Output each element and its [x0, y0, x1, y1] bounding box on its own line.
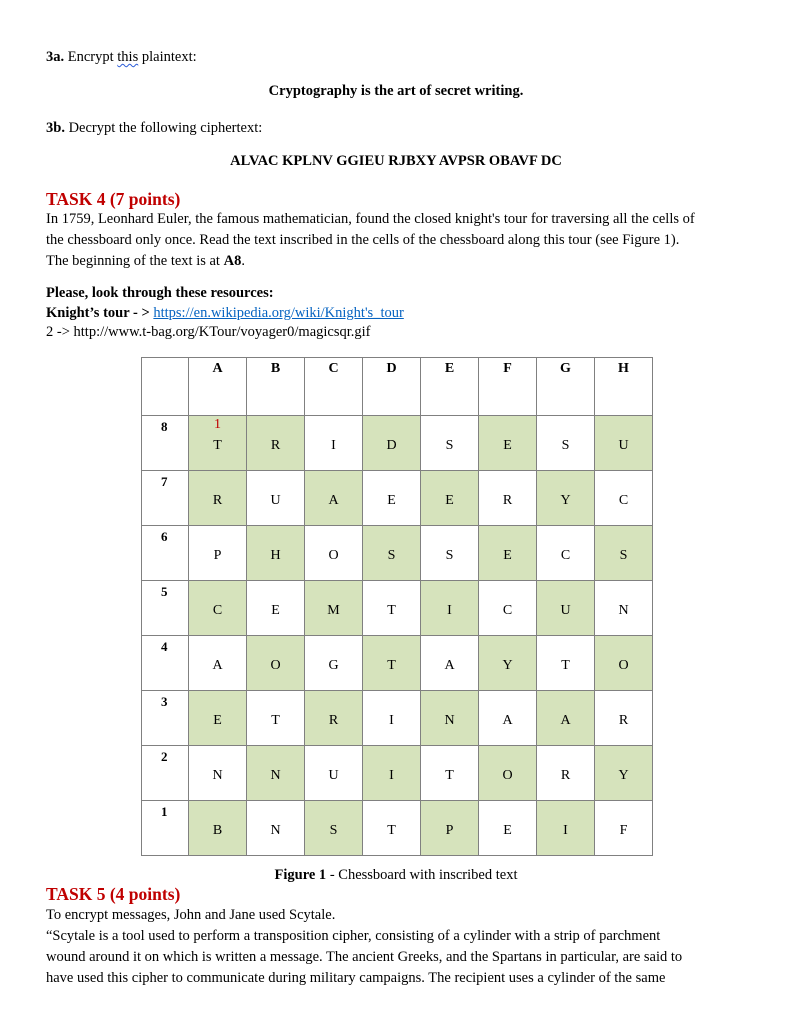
cell-letter: R	[328, 713, 339, 728]
cell-letter: N	[212, 768, 223, 783]
board-row	[142, 581, 653, 636]
board-cell	[479, 416, 537, 471]
board-cell	[595, 691, 653, 746]
cell-letter: H	[270, 548, 281, 563]
board-cell	[305, 746, 363, 801]
cell-letter: O	[502, 768, 513, 783]
cell-letter: T	[387, 658, 396, 673]
board-cell	[537, 746, 595, 801]
cell-letter: C	[560, 548, 571, 563]
cell-letter: A	[560, 713, 571, 728]
board-cell	[595, 801, 653, 856]
board-cell	[479, 746, 537, 801]
cell-letter: P	[445, 823, 454, 838]
task3a-text: Encrypt	[67, 49, 114, 65]
board-cell	[189, 471, 247, 526]
cell-letter: E	[503, 823, 512, 838]
cell-letter: U	[618, 438, 629, 453]
cell-letter: A	[444, 658, 455, 673]
board-cell	[537, 581, 595, 636]
task4-line-2: the chessboard only once. Read the text inscribed in the cells of the chessboard along this tour (see Figure 1).	[46, 232, 680, 248]
cell-letter: O	[328, 548, 339, 563]
task5-paragraph	[46, 905, 766, 989]
board-cell	[421, 746, 479, 801]
task3a-spellcheck-word: this	[117, 49, 139, 65]
board-cell	[305, 691, 363, 746]
board-cell	[247, 636, 305, 691]
task5-heading: TASK 5 (4 points)	[46, 884, 181, 904]
task4-paragraph	[46, 209, 766, 272]
board-cell	[479, 581, 537, 636]
cell-letter: N	[618, 603, 629, 618]
figure-label: Figure 1	[274, 867, 327, 883]
board-cell	[537, 801, 595, 856]
cell-letter: C	[212, 603, 223, 618]
row-number: 4	[161, 639, 168, 654]
row-number: 6	[161, 529, 168, 544]
cell-letter: U	[270, 493, 281, 508]
cell-letter: T	[445, 768, 454, 783]
board-cell	[363, 471, 421, 526]
column-header: B	[247, 358, 305, 416]
board-row	[142, 801, 653, 856]
board-cell	[421, 416, 479, 471]
board-cell	[363, 636, 421, 691]
cell-letter: M	[327, 603, 340, 618]
cell-letter: U	[560, 603, 571, 618]
board-cell	[595, 636, 653, 691]
task3a-rest: plaintext:	[141, 49, 197, 65]
board-cell	[247, 746, 305, 801]
board-cell	[537, 636, 595, 691]
cell-letter: G	[328, 658, 339, 673]
board-cell	[537, 416, 595, 471]
board-cell	[189, 691, 247, 746]
cell-letter: O	[270, 658, 281, 673]
board-cell	[595, 471, 653, 526]
cell-letter: N	[270, 823, 281, 838]
board-cell	[479, 801, 537, 856]
cell-letter: D	[386, 438, 397, 453]
board-cell	[189, 581, 247, 636]
cell-letter: I	[447, 603, 452, 618]
task4-line-3	[46, 251, 766, 272]
board-cell	[421, 471, 479, 526]
board-cell	[479, 471, 537, 526]
cell-letter: E	[445, 493, 454, 508]
column-header: C	[305, 358, 363, 416]
cell-letter: A	[328, 493, 339, 508]
knights-tour-label: Knight’s tour - >	[46, 305, 154, 321]
task3b-line	[46, 118, 262, 139]
task3a-line	[46, 47, 197, 68]
board-cell	[421, 691, 479, 746]
resource-2-line: 2 -> http://www.t-bag.org/KTour/voyager0/magicsqr.gif	[46, 324, 371, 340]
task4-heading: TASK 4 (7 points)	[46, 189, 181, 209]
start-cell-ref: A8	[223, 253, 242, 269]
cell-letter: I	[331, 438, 336, 453]
row-label	[142, 801, 189, 856]
task4-line-3-end: .	[241, 253, 245, 269]
board-cell	[363, 526, 421, 581]
board-cell	[421, 801, 479, 856]
cell-letter: S	[387, 548, 396, 563]
row-label	[142, 581, 189, 636]
board-cell	[537, 691, 595, 746]
cell-letter: R	[270, 438, 281, 453]
figure-caption	[0, 865, 792, 886]
resources-label: Please, look through these resources:	[46, 285, 274, 301]
board-cell	[363, 746, 421, 801]
column-header: G	[537, 358, 595, 416]
cell-letter: A	[502, 713, 513, 728]
cell-letter: S	[619, 548, 628, 563]
cell-letter: S	[329, 823, 338, 838]
board-cell	[421, 636, 479, 691]
row-number: 8	[161, 419, 168, 434]
cell-letter: T	[387, 823, 396, 838]
cell-letter: T	[387, 603, 396, 618]
board-cell	[305, 581, 363, 636]
board-cell	[421, 581, 479, 636]
board-cell	[247, 526, 305, 581]
cell-letter: U	[328, 768, 339, 783]
cell-letter: E	[503, 438, 512, 453]
cell-letter: O	[618, 658, 629, 673]
board-row	[142, 746, 653, 801]
cell-letter: Y	[618, 768, 629, 783]
cell-letter: I	[389, 713, 394, 728]
task5-line-2: “Scytale is a tool used to perform a transposition cipher, consisting of a cylinder with a strip of parchment	[46, 928, 661, 944]
board-row	[142, 526, 653, 581]
task5-line-1: To encrypt messages, John and Jane used Scytale.	[46, 907, 336, 923]
cell-letter: Y	[502, 658, 513, 673]
plaintext: Cryptography is the art of secret writing.	[268, 83, 524, 99]
column-header: F	[479, 358, 537, 416]
row-label	[142, 636, 189, 691]
task5-line-4: have used this cipher to communicate during military campaigns. The recipient uses a cylinder of the same	[46, 970, 666, 986]
board-cell	[247, 691, 305, 746]
cell-letter: F	[619, 823, 628, 838]
cell-letter: S	[445, 548, 454, 563]
cell-letter: P	[213, 548, 222, 563]
cell-letter: S	[445, 438, 454, 453]
cell-letter: E	[503, 548, 512, 563]
corner-cell	[142, 358, 189, 416]
row-label	[142, 526, 189, 581]
board-cell	[363, 581, 421, 636]
cell-letter: N	[444, 713, 455, 728]
board-cell	[479, 526, 537, 581]
column-header: D	[363, 358, 421, 416]
board-row	[142, 471, 653, 526]
board-cell	[421, 526, 479, 581]
ciphertext: ALVAC KPLNV GGIEU RJBXY AVPSR OBAVF DC	[230, 153, 562, 169]
board-cell	[363, 691, 421, 746]
board-cell	[595, 416, 653, 471]
column-header: H	[595, 358, 653, 416]
cell-letter: R	[560, 768, 571, 783]
cell-letter: R	[502, 493, 513, 508]
cell-letter: E	[213, 713, 222, 728]
board-cell-a8	[189, 416, 247, 471]
board-cell	[537, 471, 595, 526]
board-cell	[537, 526, 595, 581]
row-number: 3	[161, 694, 168, 709]
cell-letter: R	[618, 713, 629, 728]
board-cell	[305, 471, 363, 526]
board-cell	[189, 636, 247, 691]
row-number: 2	[161, 749, 168, 764]
board-cell	[479, 636, 537, 691]
column-header-row	[142, 358, 653, 416]
cell-letter: R	[212, 493, 223, 508]
cell-letter: E	[387, 493, 396, 508]
task4-line-1: In 1759, Leonhard Euler, the famous mathematician, found the closed knight's tour for traversing all the cells of	[46, 211, 695, 227]
board-cell	[595, 746, 653, 801]
board-row	[142, 416, 653, 471]
knights-tour-link[interactable]: https://en.wikipedia.org/wiki/Knight's_tour	[153, 305, 404, 321]
task5-line-3: wound around it on which is written a message. The ancient Greeks, and the Spartans in particular, are said to	[46, 949, 683, 965]
board-cell	[189, 746, 247, 801]
cell-letter: C	[618, 493, 629, 508]
knights-tour-line	[46, 303, 404, 324]
board-cell	[189, 801, 247, 856]
start-marker: 1	[214, 417, 221, 432]
board-cell	[595, 581, 653, 636]
row-label	[142, 746, 189, 801]
row-number: 1	[161, 804, 168, 819]
column-header: E	[421, 358, 479, 416]
board-cell	[189, 526, 247, 581]
cell-letter: N	[270, 768, 281, 783]
cell-letter: B	[212, 823, 223, 838]
cell-letter: I	[563, 823, 568, 838]
cell-letter: C	[502, 603, 513, 618]
figure-caption-text: - Chessboard with inscribed text	[326, 867, 518, 883]
board-cell	[305, 416, 363, 471]
board-cell	[595, 526, 653, 581]
row-number: 7	[161, 474, 168, 489]
board-row	[142, 636, 653, 691]
cell-letter: A	[212, 658, 223, 673]
board-cell	[479, 691, 537, 746]
task4-line-3-text: The beginning of the text is at	[46, 253, 224, 269]
board-cell	[305, 526, 363, 581]
board-cell	[247, 801, 305, 856]
board-cell	[363, 801, 421, 856]
row-number: 5	[161, 584, 168, 599]
row-label	[142, 416, 189, 471]
row-label	[142, 471, 189, 526]
task3a-number: 3a.	[46, 49, 65, 65]
cell-letter: I	[389, 768, 394, 783]
board-cell	[305, 636, 363, 691]
cell-letter: T	[561, 658, 570, 673]
cell-letter: E	[271, 603, 280, 618]
board-cell	[363, 416, 421, 471]
chessboard	[141, 357, 653, 856]
cell-letter: S	[561, 438, 570, 453]
board-cell	[305, 801, 363, 856]
board-cell	[247, 581, 305, 636]
board-row	[142, 691, 653, 746]
row-label	[142, 691, 189, 746]
board-cell	[247, 471, 305, 526]
task3b-number: 3b.	[46, 120, 65, 136]
cell-letter: Y	[560, 493, 571, 508]
task3b-text: Decrypt the following ciphertext:	[68, 120, 263, 136]
board-cell	[247, 416, 305, 471]
cell-letter: T	[271, 713, 280, 728]
column-header: A	[189, 358, 247, 416]
cell-letter: T	[213, 438, 222, 453]
